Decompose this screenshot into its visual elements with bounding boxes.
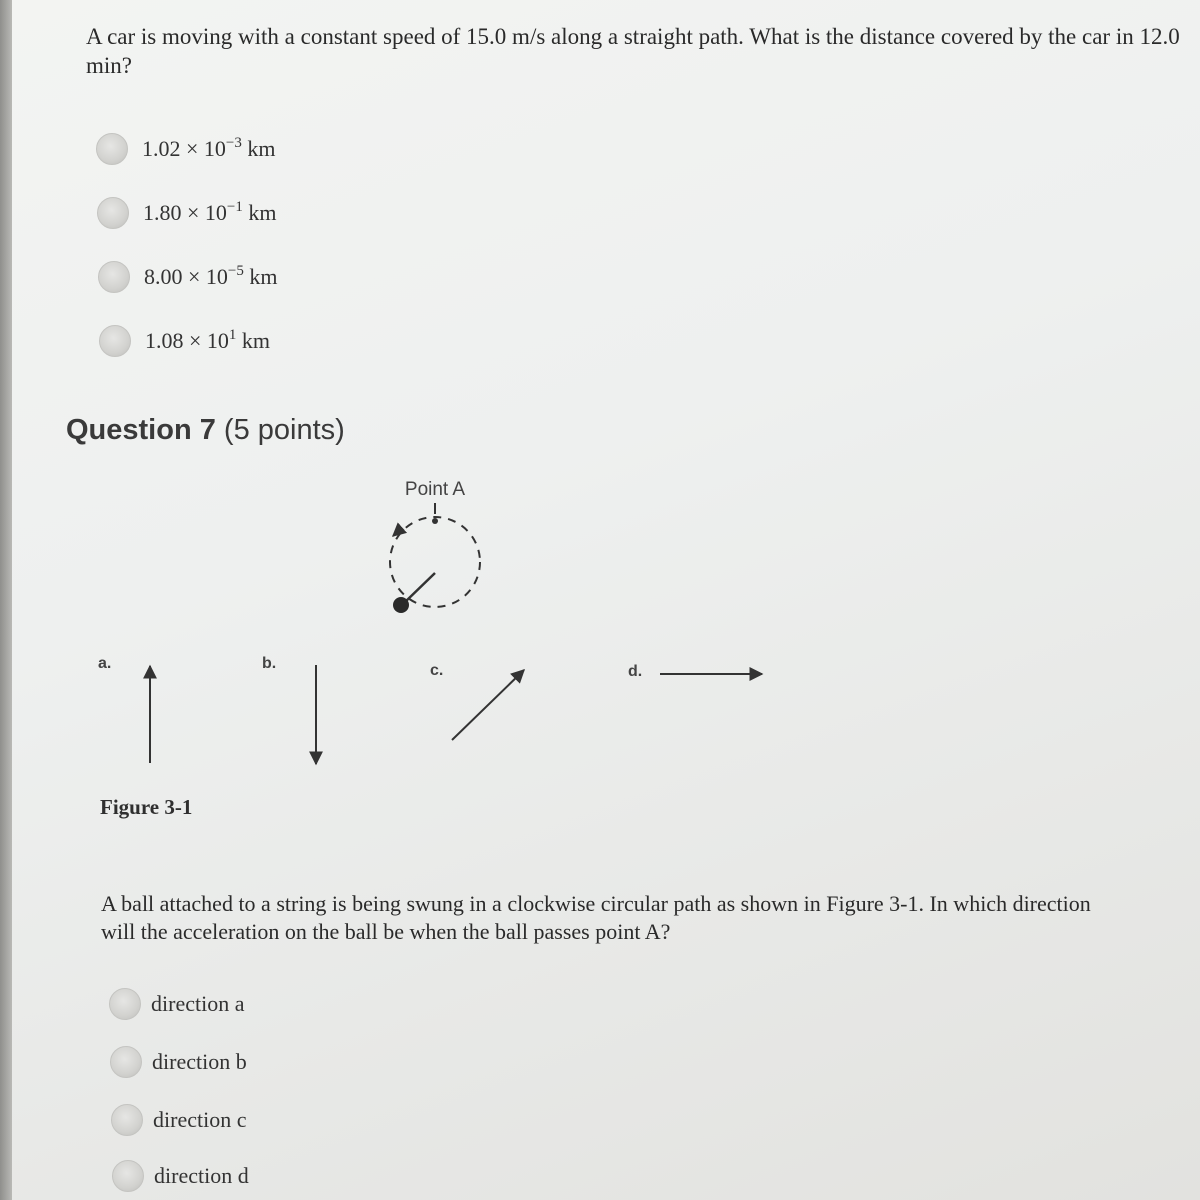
arrow-label-b: b.	[262, 655, 277, 672]
question-points: (5 points)	[223, 414, 345, 446]
option-label: $1.08 \times 10^1$ km	[145, 327, 271, 353]
option-label: $1.80 \times 10^{-1}$ km	[143, 199, 277, 225]
radio-button[interactable]	[96, 133, 128, 165]
option-label: $8.00 \times 10^{-5}$ km	[144, 263, 278, 289]
point-a-dot	[432, 518, 438, 524]
arrow-c-diagonal-icon	[452, 670, 524, 740]
q7-option-b[interactable]	[110, 1046, 247, 1078]
arrow-label-a: a.	[98, 655, 112, 672]
option-label: $1.02 \times 10^{-3}$ km	[142, 135, 276, 161]
option-label: direction d	[154, 1163, 249, 1188]
figure-caption: Figure 3-1	[100, 795, 193, 819]
radio-button[interactable]	[110, 1046, 142, 1078]
question-7-text: A ball attached to a string is being swung in a clockwise circular path as shown in Figure 3-1. In which direction will the acceleration on the ball be when the ball passes point A?	[101, 891, 1091, 944]
radio-button[interactable]	[97, 197, 129, 229]
monitor-bezel	[0, 0, 12, 1200]
q6-option-3[interactable]	[98, 261, 278, 293]
q7-option-a[interactable]	[109, 988, 244, 1020]
question-6-text: A car is moving with a constant speed of 15.0 m/s along a straight path. What is the distance covered by the car in 12.0 min?	[86, 24, 1180, 78]
q6-option-2[interactable]	[97, 197, 277, 229]
radio-button[interactable]	[99, 325, 131, 357]
point-a-label: Point A	[404, 479, 466, 500]
ball	[393, 597, 409, 613]
q6-option-1[interactable]	[96, 133, 276, 165]
arrow-label-c: c.	[430, 662, 444, 679]
q6-option-4[interactable]	[99, 325, 270, 357]
figure-3-1-diagram	[90, 470, 790, 790]
option-label: direction b	[152, 1049, 247, 1074]
string	[404, 573, 435, 603]
circular-path	[390, 517, 480, 607]
q7-option-c[interactable]	[111, 1104, 246, 1136]
rotation-arrow-icon	[393, 528, 402, 536]
q7-option-d[interactable]	[112, 1160, 249, 1192]
radio-button[interactable]	[98, 261, 130, 293]
question-title: Question 7	[66, 414, 216, 446]
option-label: direction c	[153, 1107, 247, 1132]
radio-button[interactable]	[111, 1104, 143, 1136]
radio-button[interactable]	[109, 988, 141, 1020]
radio-button[interactable]	[112, 1160, 144, 1192]
arrow-label-d: d.	[628, 663, 643, 680]
question-7-heading	[66, 414, 345, 447]
option-label: direction a	[151, 991, 245, 1016]
